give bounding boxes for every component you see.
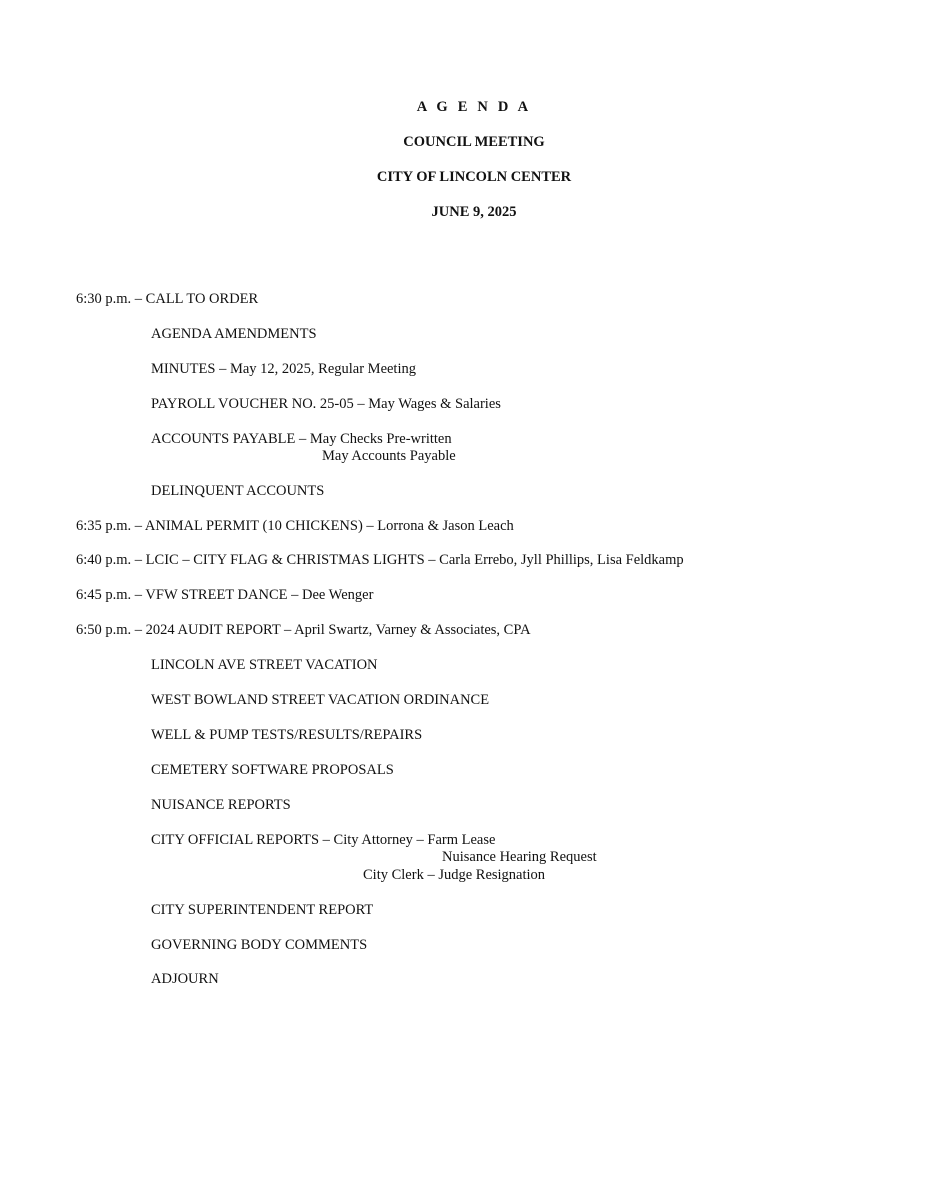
agenda-item-accounts-payable: ACCOUNTS PAYABLE – May Checks Pre-written	[151, 431, 452, 447]
agenda-item-vfw: 6:45 p.m. – VFW STREET DANCE – Dee Wenger	[76, 587, 374, 603]
meeting-heading: COUNCIL MEETING	[403, 134, 545, 150]
agenda-item-west-bowland: WEST BOWLAND STREET VACATION ORDINANCE	[151, 692, 490, 708]
agenda-item-minutes: MINUTES – May 12, 2025, Regular Meeting	[151, 361, 416, 377]
agenda-title: A G E N D A	[416, 99, 532, 115]
agenda-item-well-pump: WELL & PUMP TESTS/RESULTS/REPAIRS	[151, 727, 423, 743]
agenda-item-audit: 6:50 p.m. – 2024 AUDIT REPORT – April Swartz, Varney & Associates, CPA	[76, 622, 531, 638]
agenda-item-lcic: 6:40 p.m. – LCIC – CITY FLAG & CHRISTMAS LIGHTS – Carla Errebo, Jyll Phillips, Lisa Feldkamp	[76, 552, 684, 568]
agenda-subitem-nuisance-hearing: Nuisance Hearing Request	[442, 849, 597, 865]
agenda-item-animal-permit: 6:35 p.m. – ANIMAL PERMIT (10 CHICKENS) – Lorrona & Jason Leach	[76, 518, 514, 534]
agenda-item-cemetery: CEMETERY SOFTWARE PROPOSALS	[151, 762, 394, 778]
agenda-item-superintendent: CITY SUPERINTENDENT REPORT	[151, 902, 374, 918]
agenda-item-delinquent: DELINQUENT ACCOUNTS	[151, 483, 325, 499]
agenda-item-call-to-order: 6:30 p.m. – CALL TO ORDER	[76, 291, 259, 307]
agenda-subitem-accounts-payable: May Accounts Payable	[322, 448, 456, 464]
date-heading: JUNE 9, 2025	[431, 204, 517, 220]
agenda-item-adjourn: ADJOURN	[151, 971, 219, 987]
agenda-item-governing-body: GOVERNING BODY COMMENTS	[151, 937, 368, 953]
agenda-item-city-official: CITY OFFICIAL REPORTS – City Attorney – Farm Lease	[151, 832, 496, 848]
agenda-item-payroll: PAYROLL VOUCHER NO. 25-05 – May Wages & Salaries	[151, 396, 501, 412]
city-heading: CITY OF LINCOLN CENTER	[376, 169, 572, 185]
agenda-item-amendments: AGENDA AMENDMENTS	[151, 326, 317, 342]
agenda-item-lincoln-ave: LINCOLN AVE STREET VACATION	[151, 657, 378, 673]
agenda-item-nuisance: NUISANCE REPORTS	[151, 797, 291, 813]
agenda-subitem-city-clerk: City Clerk – Judge Resignation	[363, 867, 546, 883]
